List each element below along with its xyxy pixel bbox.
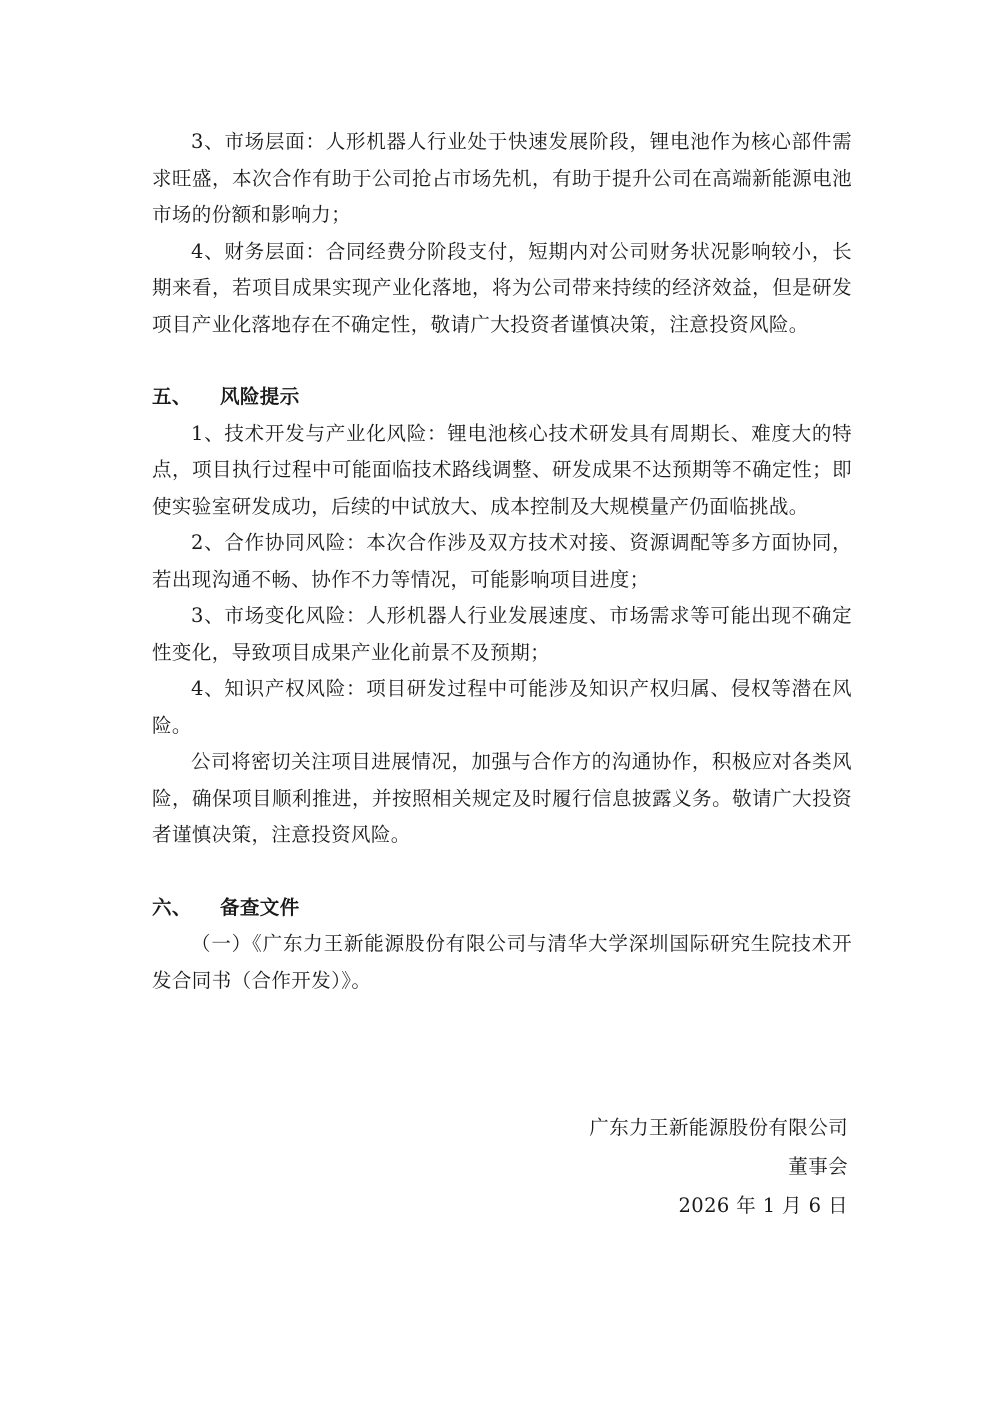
document-body	[152, 124, 852, 999]
section-number: 六、	[152, 895, 192, 919]
paragraph-risk-cooperation: 2、合作协同风险：本次合作涉及双方技术对接、资源调配等多方面协同，若出现沟通不畅、协作不力等情况，可能影响项目进度；	[152, 531, 852, 591]
section-spacer	[152, 854, 852, 890]
signature-block	[589, 1108, 848, 1225]
paragraph-finance-level: 4、财务层面：合同经费分阶段支付，短期内对公司财务状况影响较小，长期来看，若项目成果实现产业化落地，将为公司带来持续的经济效益，但是研发项目产业化落地存在不确定性，敬请广大投资者谨慎决策，注意投资风险。	[152, 239, 852, 336]
signature-board: 董事会	[788, 1155, 848, 1178]
section-number: 五、	[152, 385, 192, 408]
section-heading-reference	[152, 890, 852, 927]
paragraph-reference-document: （一）《广东力王新能源股份有限公司与清华大学深圳国际研究生院技术开发合同书（合作开发）》。	[152, 932, 852, 992]
paragraph-risk-tech: 1、技术开发与产业化风险：锂电池核心技术研发具有周期长、难度大的特点，项目执行过程中可能面临技术路线调整、研发成果不达预期等不确定性；即使实验室研发成功，后续的中试放大、成本控制及大规模量产仍面临挑战。	[152, 421, 852, 518]
section-spacer	[152, 343, 852, 379]
paragraph-risk-summary: 公司将密切关注项目进展情况，加强与合作方的沟通协作，积极应对各类风险，确保项目顺利推进，并按照相关规定及时履行信息披露义务。敬请广大投资者谨慎决策，注意投资风险。	[152, 750, 852, 846]
paragraph-market-level: 3、市场层面：人形机器人行业处于快速发展阶段，锂电池作为核心部件需求旺盛，本次合作有助于公司抢占市场先机，有助于提升公司在高端新能源电池市场的份额和影响力；	[152, 130, 852, 226]
section-title: 备查文件	[220, 895, 300, 919]
section-title: 风险提示	[220, 385, 300, 408]
signature-company: 广东力王新能源股份有限公司	[589, 1116, 848, 1139]
paragraph-risk-ip: 4、知识产权风险：项目研发过程中可能涉及知识产权归属、侵权等潜在风险。	[152, 677, 852, 737]
signature-date: 2026 年 1 月 6 日	[678, 1194, 848, 1217]
section-heading-risk	[152, 379, 852, 416]
paragraph-risk-market: 3、市场变化风险：人形机器人行业发展速度、市场需求等可能出现不确定性变化，导致项目成果产业化前景不及预期；	[152, 604, 852, 664]
